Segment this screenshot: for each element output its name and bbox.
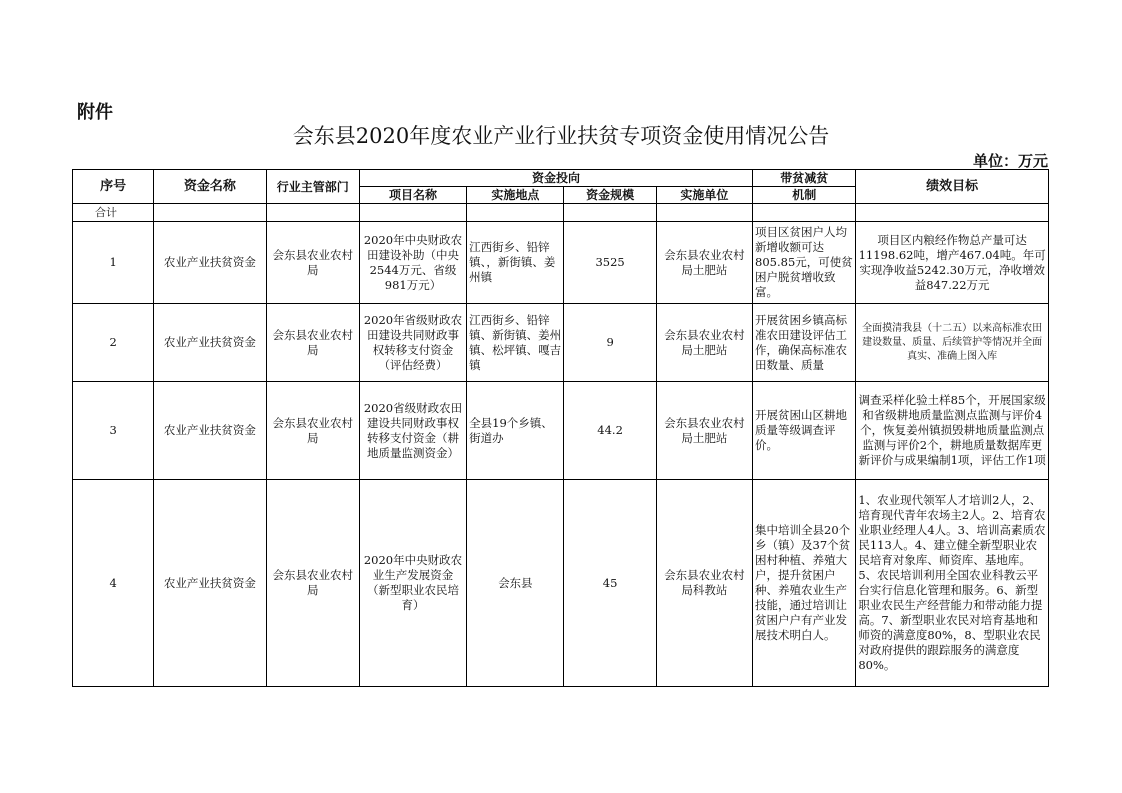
header-implementer: 实施单位 [656, 187, 752, 204]
cell-scale: 44.2 [564, 382, 656, 480]
cell-scale: 9 [564, 304, 656, 382]
header-department: 行业主管部门 [266, 170, 359, 204]
total-row [73, 204, 1049, 222]
table-row [73, 222, 1049, 304]
cell-department: 会东县农业农村局 [266, 304, 359, 382]
cell-project-name: 2020省级财政农田建设共同财政事权转移支付资金（耕地质量监测资金） [359, 382, 466, 480]
cell-mechanism: 开展贫困山区耕地质量等级调查评价。 [753, 382, 856, 480]
cell-project-name: 2020年中央财政农田建设补助（中央2544万元、省级981万元） [359, 222, 466, 304]
cell-department: 会东县农业农村局 [266, 382, 359, 480]
unit-label: 单位：万元 [972, 152, 1048, 170]
cell-location: 江西街乡、铅锌镇、，新街镇、姜州镇 [467, 222, 564, 304]
table-row [73, 480, 1049, 687]
cell-project-name: 2020年中央财政农业生产发展资金（新型职业农民培育） [359, 480, 466, 687]
fund-usage-table [72, 169, 1049, 687]
total-label: 合计 [73, 204, 154, 222]
cell-implementer: 会东县农业农村局土肥站 [656, 382, 752, 480]
cell-fund-name: 农业产业扶贫资金 [154, 222, 266, 304]
cell-department: 会东县农业农村局 [266, 480, 359, 687]
header-project-name: 项目名称 [359, 187, 466, 204]
cell-seq: 3 [73, 382, 154, 480]
cell-location: 江西街乡、铅锌镇、新街镇、姜州镇、松坪镇、嘎吉镇 [467, 304, 564, 382]
cell-project-name: 2020年省级财政农田建设共同财政事权转移支付资金（评估经费） [359, 304, 466, 382]
cell-department: 会东县农业农村局 [266, 222, 359, 304]
document-title: 会东县2020年度农业产业行业扶贫专项资金使用情况公告 [292, 124, 830, 148]
cell-implementer: 会东县农业农村局土肥站 [656, 222, 752, 304]
cell-seq: 1 [73, 222, 154, 304]
cell-seq: 2 [73, 304, 154, 382]
header-mechanism-top: 带贫减贫 [753, 170, 856, 187]
header-fund-name: 资金名称 [154, 170, 266, 204]
cell-location: 全县19个乡镇、街道办 [467, 382, 564, 480]
cell-mechanism: 开展贫困乡镇高标准农田建设评估工作，确保高标准农田数量、质量 [753, 304, 856, 382]
cell-fund-name: 农业产业扶贫资金 [154, 304, 266, 382]
header-investment: 资金投向 [359, 170, 752, 187]
cell-mechanism: 集中培训全县20个乡（镇）及37个贫困村种植、养殖大户，提升贫困户种、养殖农业生产技能，通过培训让贫困户户有产业发展技术明白人。 [753, 480, 856, 687]
header-seq: 序号 [73, 170, 154, 204]
cell-performance: 全面摸清我县（十二五）以来高标准农田建设数量、质量、后续管护等情况并全面真实、准确上图入库 [856, 304, 1049, 382]
table-row [73, 382, 1049, 480]
cell-performance: 调查采样化验土样85个，开展国家级和省级耕地质量监测点监测与评价4个，恢复姜州镇损毁耕地质量监测点监测与评价2个，耕地质量数据库更新评价与成果编制1项，评估工作1项 [856, 382, 1049, 480]
cell-location: 会东县 [467, 480, 564, 687]
cell-mechanism: 项目区贫困户人均新增收额可达805.85元，可使贫困户脱贫增收致富。 [753, 222, 856, 304]
cell-scale: 45 [564, 480, 656, 687]
attachment-label: 附件 [77, 102, 113, 123]
header-scale: 资金规模 [564, 187, 656, 204]
cell-performance: 项目区内粮经作物总产量可达11198.62吨，增产467.04吨。年可实现净收益5242.30万元，净收增效益847.22万元 [856, 222, 1049, 304]
cell-fund-name: 农业产业扶贫资金 [154, 480, 266, 687]
header-performance: 绩效目标 [856, 170, 1049, 204]
cell-fund-name: 农业产业扶贫资金 [154, 382, 266, 480]
cell-implementer: 会东县农业农村局科教站 [656, 480, 752, 687]
cell-implementer: 会东县农业农村局土肥站 [656, 304, 752, 382]
table-row [73, 304, 1049, 382]
cell-scale: 3525 [564, 222, 656, 304]
header-location: 实施地点 [467, 187, 564, 204]
header-mechanism-bottom: 机制 [753, 187, 856, 204]
cell-performance: 1、农业现代领军人才培训2人，2、培育现代青年农场主2人。2、培育农业职业经理人4人。3、培训高素质农民113人。4、建立健全新型职业农民培育对象库、师资库、基地库。5、农民培训利用全国农业科教云平台实行信息化管理和服务。6、新型职业农民生产经营能力和带动能力提高。7、新型职业农民对培育基地和师资的满意度80%，8、型职业农民对政府提供的跟踪服务的满意度80%。 [856, 480, 1049, 687]
cell-seq: 4 [73, 480, 154, 687]
